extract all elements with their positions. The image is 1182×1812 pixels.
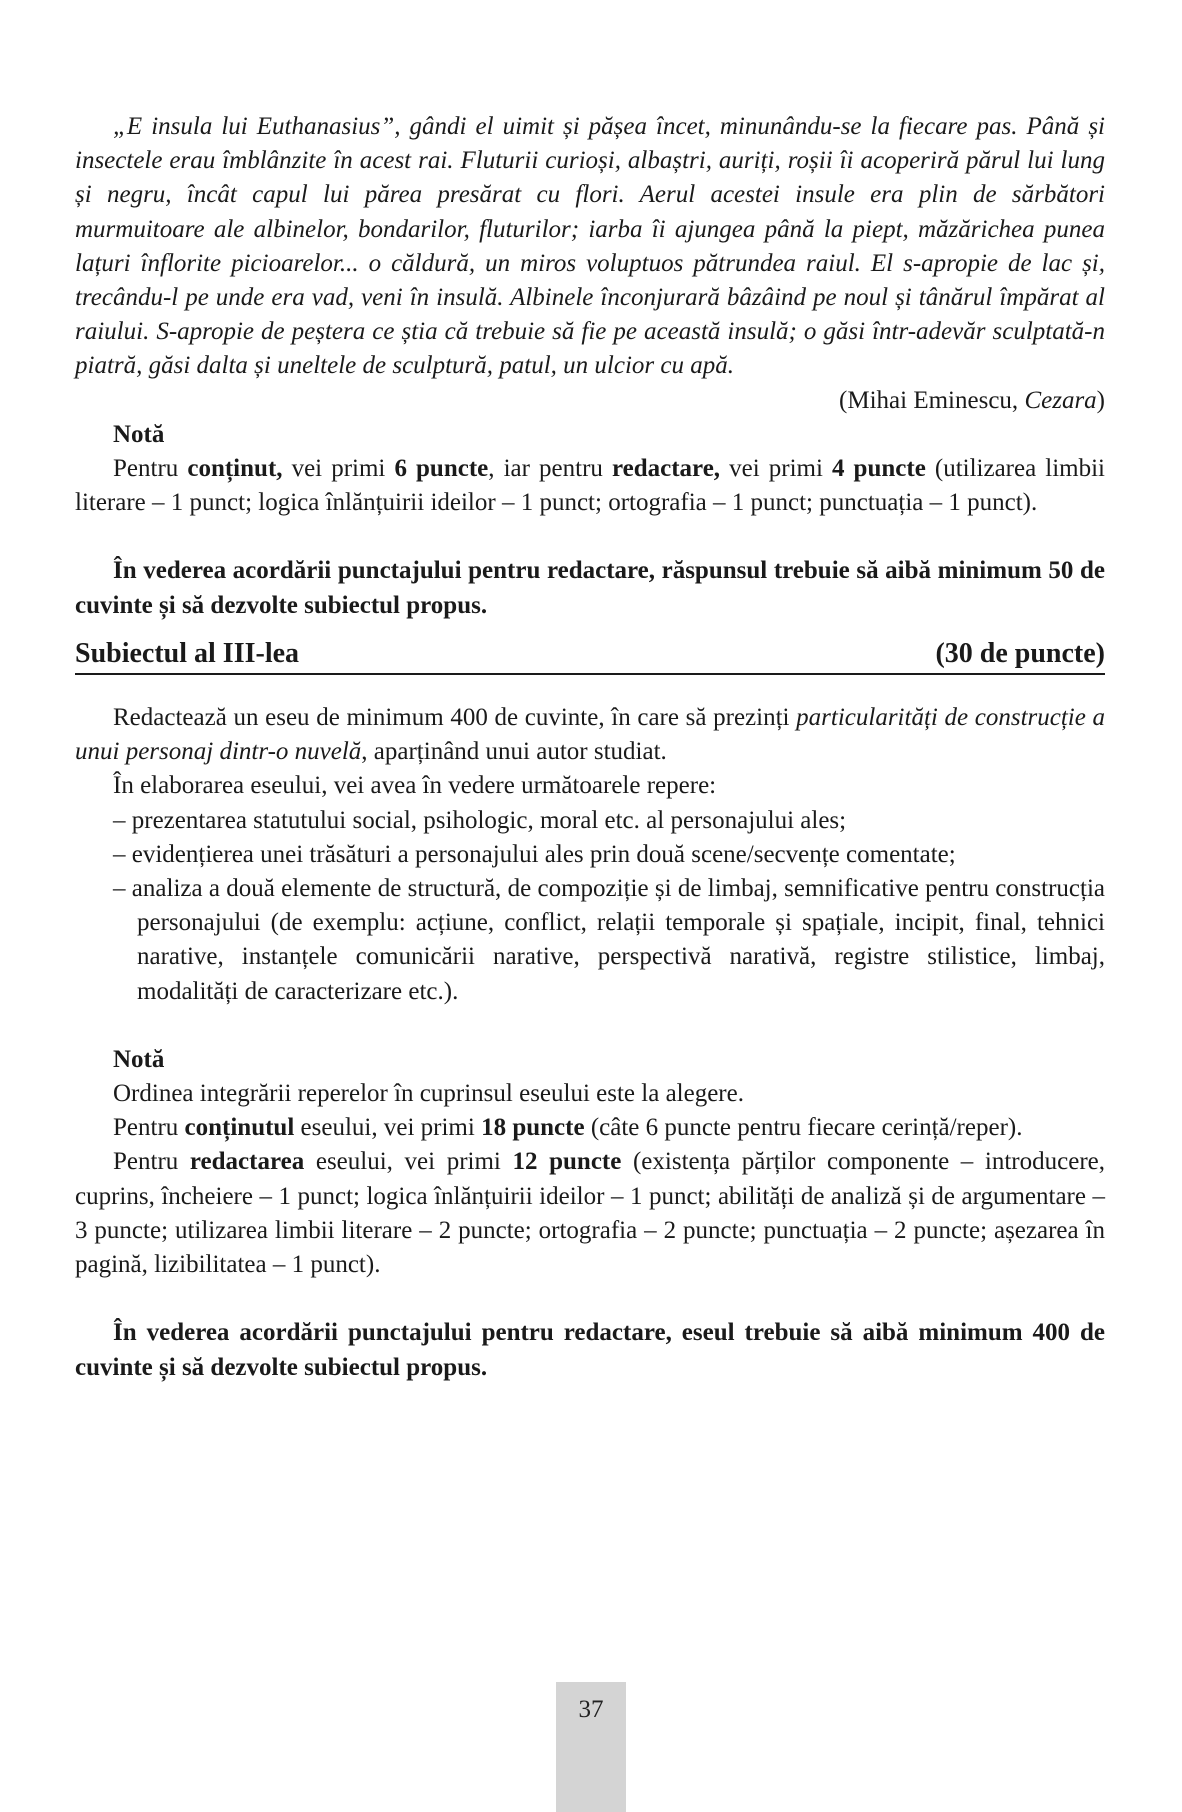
- subject3-title: Subiectul al III-lea: [75, 637, 300, 669]
- note-heading-2: Notă: [113, 1045, 165, 1073]
- reper-item: – evidențierea unei trăsături a personajului ales prin două scene/secvențe comentate;: [113, 840, 956, 868]
- source-author: (Mihai Eminescu,: [839, 386, 1025, 414]
- intro-italic: particularități de construcție a unui personaj dintr-o nuvelă: [75, 704, 1105, 766]
- redactare-text-c: (existența părților componente – introducere, cuprins, încheiere – 1 punct; logica înlănțuirii ideilor – 1 punct; abilități de analiză și de argumentare – 3 puncte; utilizarea limbii literare – 2 puncte; ortografia – 2 puncte; punctuația – 2 puncte; așezarea în pagină, lizibilitatea – 1 punct).: [75, 1148, 1105, 1279]
- content-bold-18-puncte: 18 puncte: [481, 1114, 585, 1142]
- note2-requirement: În vederea acordării punctajului pentru redactare, eseul trebuie să aibă minimum 400 de cuvinte și să dezvolte subiectul propus.: [75, 1319, 1105, 1381]
- note2-order: Ordinea integrării reperelor în cuprinsul eseului este la alegere.: [113, 1080, 744, 1108]
- spacer: [75, 1282, 1105, 1316]
- redactare-bold-redactarea: redactarea: [189, 1148, 305, 1176]
- note1-scoring: [75, 452, 1105, 520]
- note1-text-d: vei primi: [720, 455, 832, 483]
- content-text-c: (câte 6 puncte pentru fiecare cerință/reper).: [584, 1114, 1023, 1142]
- content-text-b: eseului, vei primi: [294, 1114, 482, 1142]
- note2-content-score: [75, 1111, 1105, 1145]
- subject3-intro: [75, 701, 1105, 769]
- redactare-text-a: Pentru: [113, 1148, 190, 1176]
- literary-passage: [75, 110, 1105, 384]
- spacer: [75, 520, 1105, 554]
- intro-text-b: , aparținând unui autor studiat.: [361, 738, 667, 766]
- note1-bold-4-puncte: 4 puncte: [831, 455, 926, 483]
- subject3-header: [75, 637, 1105, 675]
- redactare-text-b: eseului, vei primi: [304, 1148, 513, 1176]
- redactare-bold-12-puncte: 12 puncte: [512, 1148, 622, 1176]
- reper-item: – prezentarea statutului social, psihologic, moral etc. al personajului ales;: [113, 806, 847, 834]
- page-body: [75, 110, 1105, 1385]
- source-title: Cezara: [1024, 386, 1097, 414]
- note1-bold-6-puncte: 6 puncte: [394, 455, 489, 483]
- note-heading-1: Notă: [113, 420, 165, 448]
- subject3-points: (30 de puncte): [935, 637, 1105, 669]
- note2-redactare-score: [75, 1145, 1105, 1282]
- passage-text: „E insula lui Euthanasius”, gândi el uimit și pășea încet, minunându-se la fiecare pas. Până și insectele erau îmblânzite în acest rai. Fluturii curioși, albaștri, auriți, roșii îi acoperiră părul lui lung și negru, încât capul lui părea presărat cu flori. Aerul acestei insule era plin de sărbători murmuitoare ale albinelor, bondarilor, fluturilor; iarba îi ajungea până la piept, măzărichea punea lațuri înflorite picioarelor... o căldură, un miros voluptuos pătrundea raiul. El s-apropie de lac și, trecându-l pe unde era vad, veni în insulă. Albinele înconjurară bâzâind pe noul și tânărul împărat al raiului. S-apropie de peștera ce știa că trebuie să fie pe această insulă; o găsi într-adevăr sculptată-n piatră, găsi dalta și uneltele de sculptură, patul, un ulcior cu apă.: [75, 113, 1105, 380]
- spacer: [75, 1009, 1105, 1043]
- reper-item: – analiza a două elemente de structură, de compoziție și de limbaj, semnificative pentru construcția personajului (de exemplu: acțiune, conflict, relații temporale și spațiale, incipit, final, tehnici narative, instanțele comunicării narative, perspectivă narativă, registre stilistice, limbaj, modalități de caracterizare etc.).: [113, 875, 1105, 1005]
- note1-text-b: vei primi: [282, 455, 395, 483]
- note1-bold-continut: conținut,: [187, 455, 283, 483]
- intro-text-a: Redactează un eseu de minimum 400 de cuvinte, în care să prezinți: [113, 704, 797, 732]
- source-close: ): [1096, 386, 1105, 414]
- note1-requirement: În vederea acordării punctajului pentru redactare, răspunsul trebuie să aibă minimum 50 de cuvinte și să dezvolte subiectul propus.: [75, 557, 1105, 619]
- note1-text-c: , iar pentru: [488, 455, 612, 483]
- note1-bold-redactare: redactare,: [611, 455, 721, 483]
- content-bold-continutul: conținutul: [184, 1114, 295, 1142]
- content-text-a: Pentru: [113, 1114, 185, 1142]
- page-number: 37: [578, 1696, 604, 1723]
- repere-intro: În elaborarea eseului, vei avea în vedere următoarele repere:: [113, 772, 717, 800]
- note1-text-a: Pentru: [113, 455, 188, 483]
- passage-source: [75, 384, 1105, 418]
- note1-text-e: (utilizarea limbii literare – 1 punct; logica înlănțuirii ideilor – 1 punct; ortografia – 1 punct; punctuația – 1 punct).: [75, 455, 1105, 517]
